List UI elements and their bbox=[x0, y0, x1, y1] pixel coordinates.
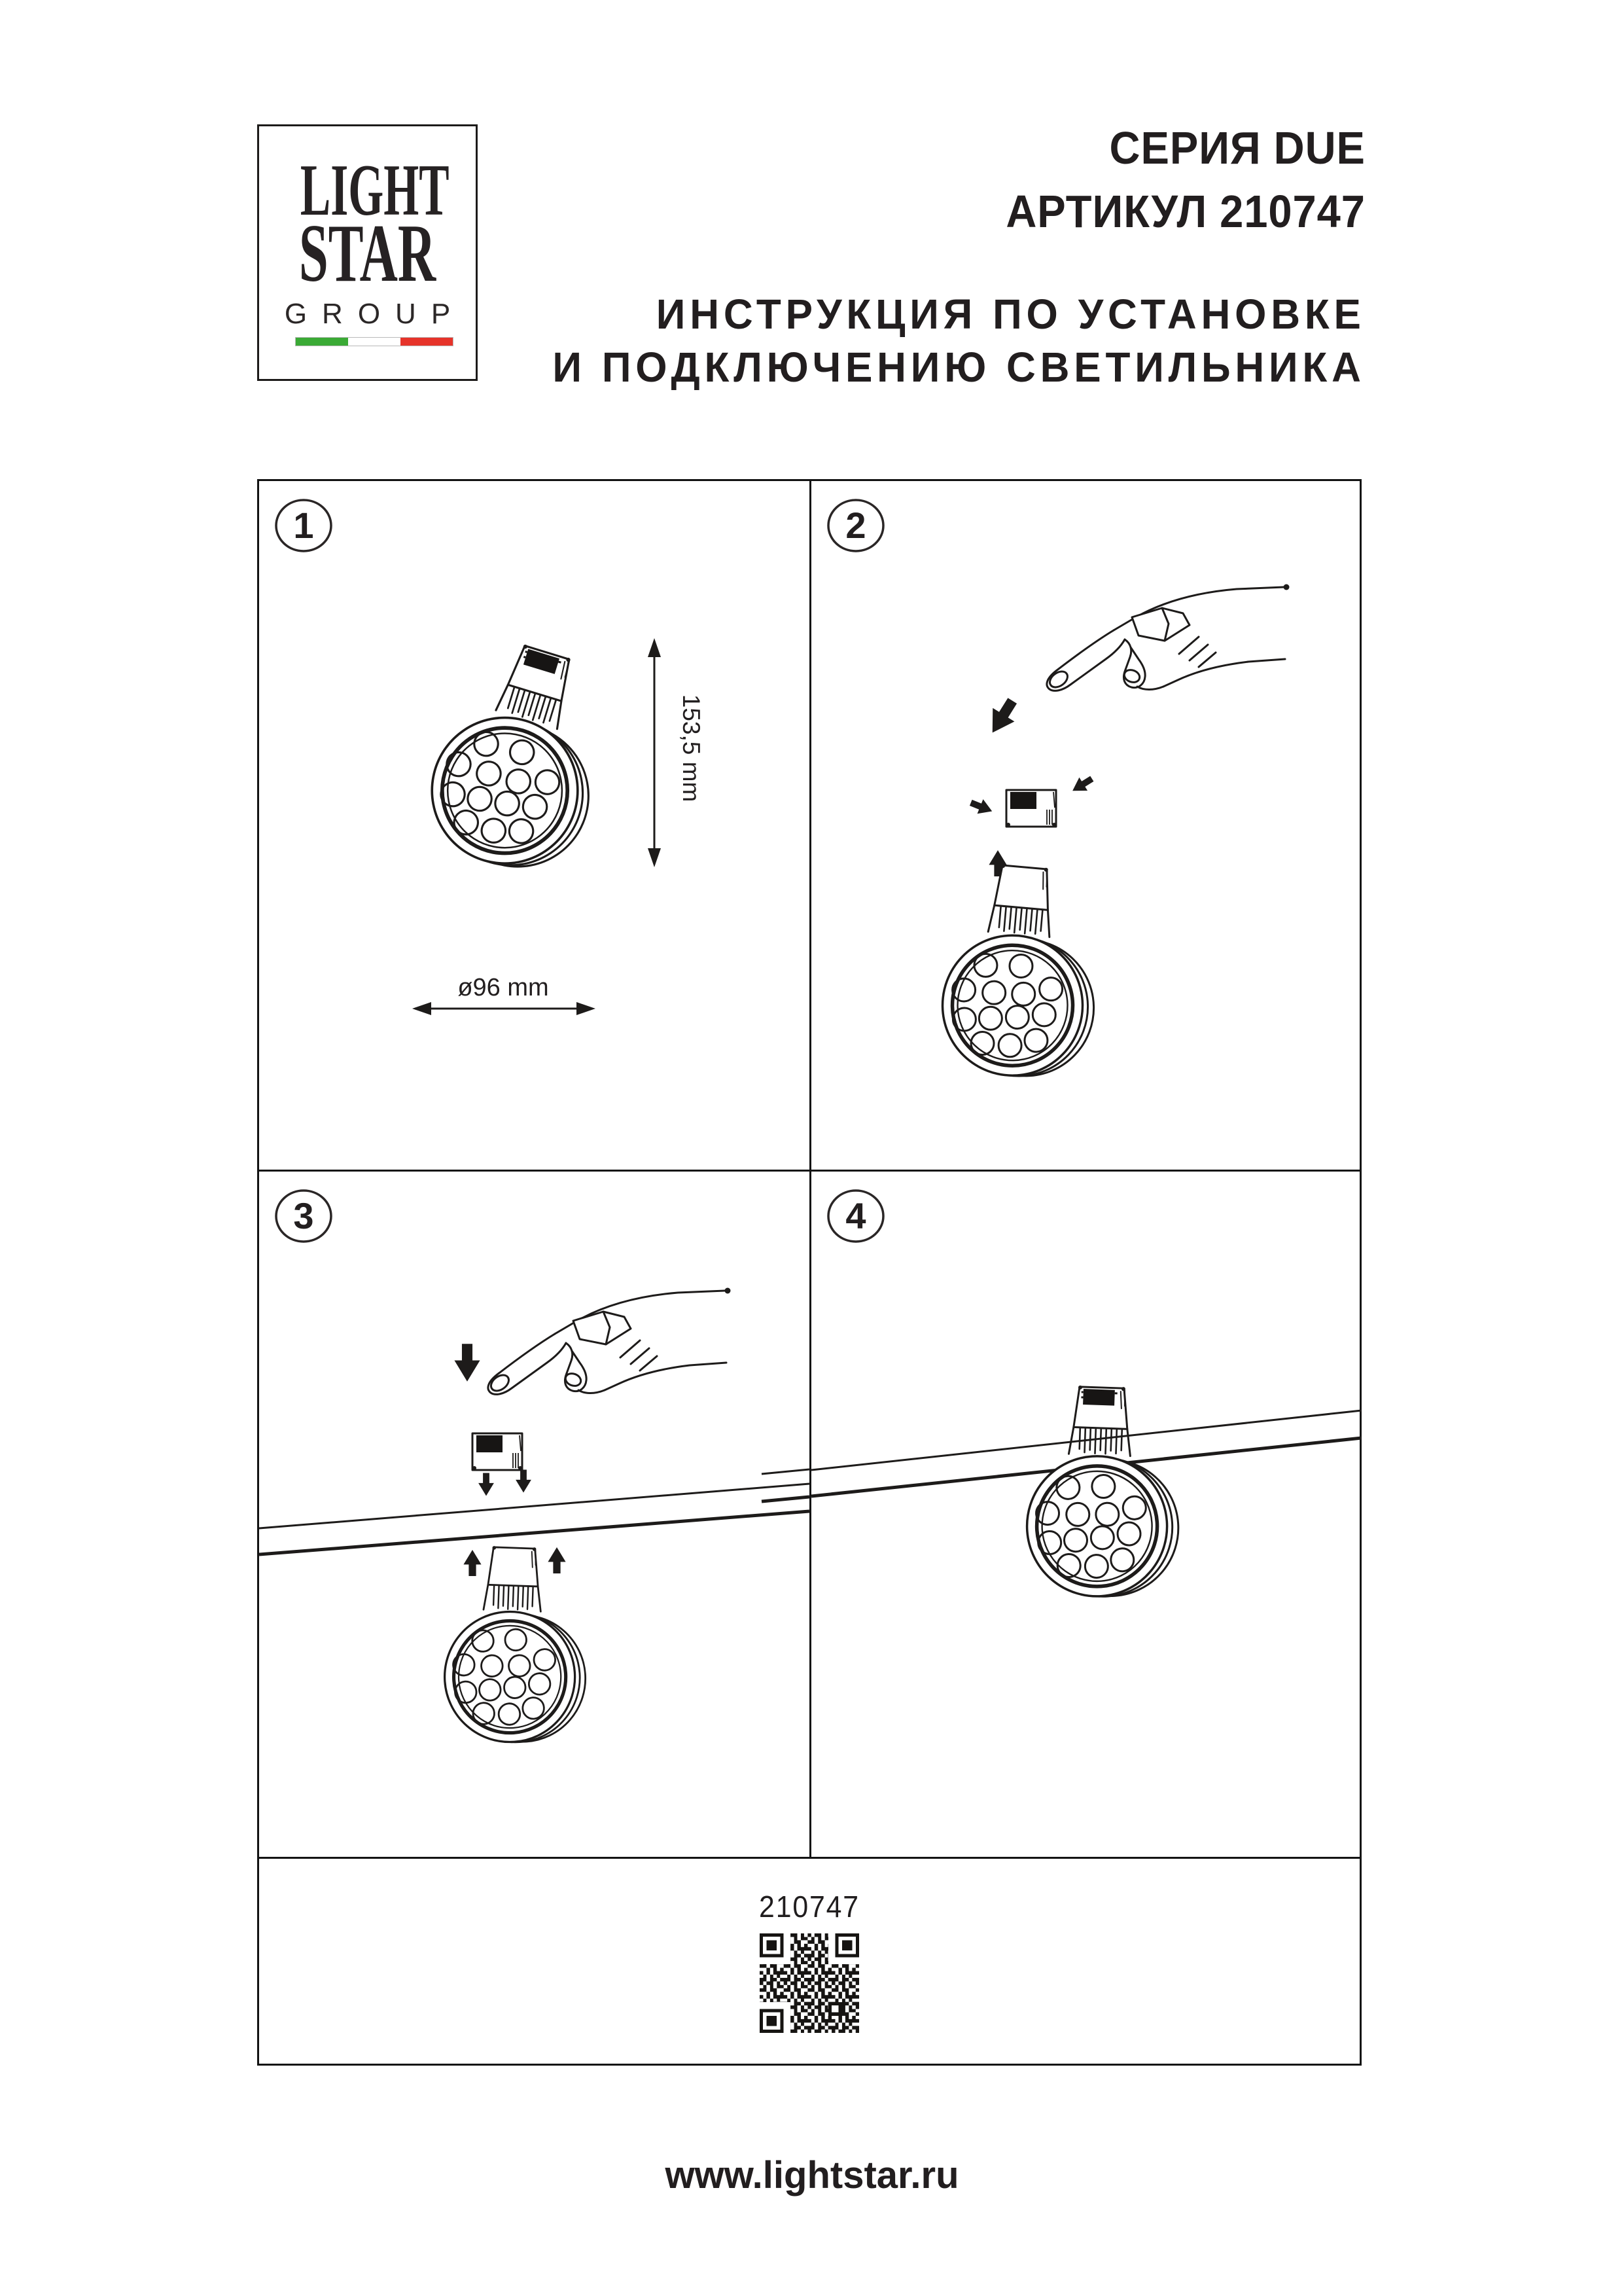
website-url: www.lightstar.ru bbox=[665, 2154, 959, 2197]
flag-white-segment bbox=[348, 338, 400, 346]
instruction-line2: И ПОДКЛЮЧЕНИЮ СВЕТИЛЬНИКА bbox=[552, 344, 1366, 391]
down-arrow-icon bbox=[454, 1344, 480, 1382]
step4-drawing bbox=[811, 1172, 1362, 1856]
up-arrow-icon bbox=[548, 1547, 565, 1573]
article-number: 210747 bbox=[759, 1890, 860, 1924]
step-badge bbox=[276, 1191, 331, 1242]
lamp-drawing bbox=[1017, 1384, 1190, 1607]
small-down-arrow-icon bbox=[478, 1473, 494, 1496]
height-dimension-label: 153,5 mm bbox=[678, 694, 705, 802]
down-left-arrow-icon bbox=[981, 694, 1023, 739]
logo-word-light: LIGHT bbox=[300, 150, 450, 231]
svg-text:3: 3 bbox=[293, 1195, 314, 1236]
diameter-dimension-label: ø96 mm bbox=[457, 974, 549, 1001]
track-adapter-piece bbox=[1006, 790, 1056, 827]
step-badge bbox=[828, 500, 883, 551]
instruction-line1: ИНСТРУКЦИЯ ПО УСТАНОВКЕ bbox=[656, 291, 1366, 338]
up-arrow-icon bbox=[463, 1550, 481, 1576]
header-instruction-block bbox=[553, 288, 1366, 394]
header-series-block bbox=[1006, 117, 1366, 243]
svg-text:2: 2 bbox=[845, 505, 866, 546]
left-arrow-icon bbox=[1068, 772, 1096, 798]
article-title: АРТИКУЛ 210747 bbox=[1006, 186, 1366, 237]
right-arrow-icon bbox=[968, 795, 995, 818]
italian-flag-bar bbox=[295, 337, 453, 346]
step3-drawing bbox=[259, 1172, 809, 1856]
step-badge bbox=[828, 1191, 883, 1242]
step-badge bbox=[276, 500, 331, 551]
step2-panel bbox=[811, 481, 1362, 1168]
instruction-grid bbox=[257, 479, 1362, 2066]
lamp-drawing bbox=[436, 1544, 596, 1751]
height-dimension-arrow bbox=[648, 638, 661, 867]
series-title: СЕРИЯ DUE bbox=[1109, 122, 1366, 173]
flag-red-segment bbox=[400, 338, 453, 346]
step1-drawing bbox=[259, 481, 809, 1168]
diameter-dimension-arrow bbox=[412, 1002, 595, 1015]
step2-drawing bbox=[811, 481, 1362, 1168]
svg-text:4: 4 bbox=[845, 1195, 866, 1236]
step1-panel bbox=[259, 481, 809, 1168]
lamp-drawing bbox=[405, 628, 635, 894]
qr-code bbox=[259, 1933, 1360, 2036]
svg-text:1: 1 bbox=[293, 505, 314, 546]
step3-panel bbox=[259, 1172, 809, 1856]
pinching-hand-icon bbox=[488, 1288, 731, 1395]
qr-code-image bbox=[760, 1933, 859, 2033]
article-qr-row bbox=[259, 1859, 1360, 2064]
step4-panel bbox=[811, 1172, 1362, 1856]
small-down-arrow-icon bbox=[516, 1470, 531, 1493]
flag-green-segment bbox=[296, 338, 348, 346]
track-adapter-piece bbox=[472, 1433, 522, 1470]
lamp-drawing bbox=[929, 859, 1112, 1090]
pinching-hand-icon bbox=[1047, 584, 1290, 691]
logo-word-group: GROUP bbox=[284, 298, 466, 330]
lightstar-logo bbox=[257, 124, 478, 381]
logo-word-star: STAR bbox=[298, 208, 436, 299]
track-line bbox=[259, 1469, 809, 1554]
